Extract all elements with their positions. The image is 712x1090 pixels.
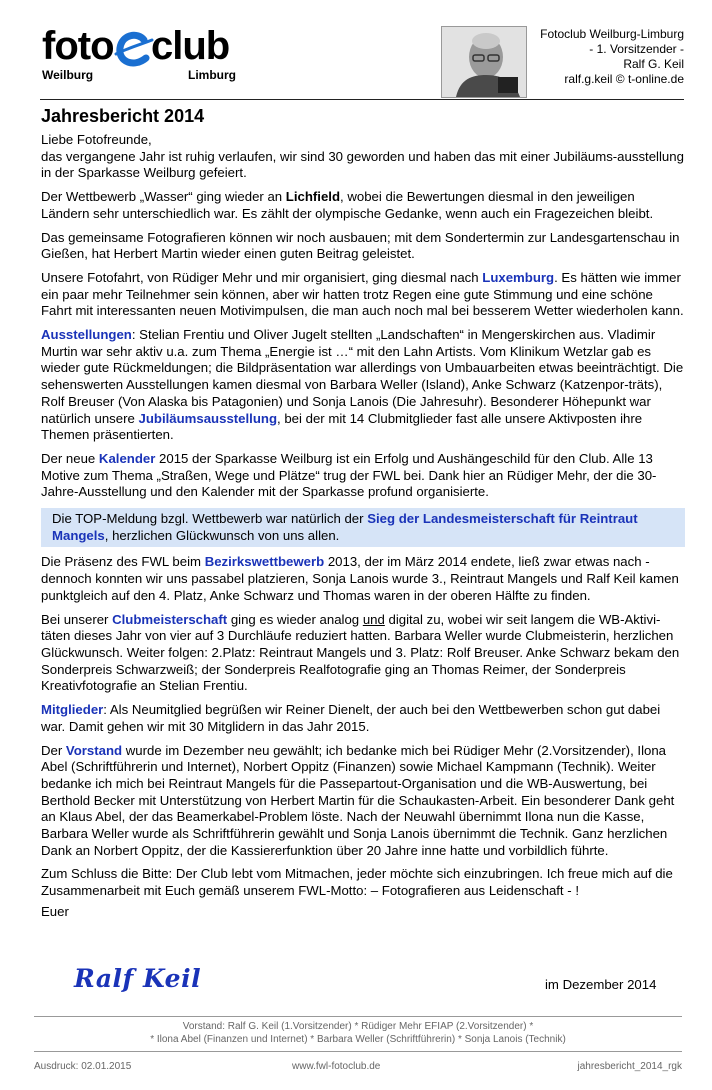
highlight-vorstand: Vorstand	[65, 742, 123, 758]
footer-divider-bottom	[34, 1051, 682, 1052]
website-link[interactable]: www.fwl-fotoclub.de	[292, 1061, 381, 1072]
fotoclub-logo	[40, 26, 240, 86]
paragraph-schluss: Zum Schluss die Bitte: Der Club lebt vom Mitmachen, jeder möchte sich einzubringen. Ich freue mich auf die Zusammenarbeit mit Euch gemäß unserem FWL-Motto: – Fotografieren aus Leidenschaft - !	[41, 866, 673, 899]
print-date: Ausdruck: 02.01.2015	[34, 1061, 132, 1072]
paragraph-clubmeisterschaft: Bei unserer Clubmeisterschaft ging es wieder analog und digital zu, wobei wir seit langem die WB-Aktivi-täten dieses Jahr von vier auf 3 Durchläufe reduziert hatten. Barbara Weller wurde Clubmeisterin, herzlichen Glückwunsch. Weiter folgen: 2.Platz: Reintraut Mangels und 3. Platz: Rolf Breuser. Anke Schwarz bekam den Sonderpreis Schwarzweiß; der Sonderpreis Realfotografie ging an Thomas Reimer, der Sonderpreis Kreativfotografie an Stelian Frentiu.	[41, 611, 680, 694]
underlined-und: und	[362, 611, 385, 627]
header-contact	[540, 27, 684, 87]
paragraph-bezirkswettbewerb: Die Präsenz des FWL beim Bezirkswettbewerb 2013, der im März 2014 endete, ließ zwar etwas nach - dennoch konnten wir uns passabel platzieren, Sonja Lanois wurde 3., Reintraut Mangels und Ralf Keil kamen punktgleich auf den 4. Platz, Anke Schwarz und Thomas waren in der oberen Hälfte zu finden.	[41, 554, 679, 603]
org-name: Fotoclub Weilburg-Limburg	[540, 27, 684, 41]
highlight-clubmeisterschaft: Clubmeisterschaft	[112, 611, 228, 627]
paragraph-intro: das vergangene Jahr ist ruhig verlaufen, wir sind 30 geworden und haben das mit einer Jubiläums-ausstellung in der Sparkasse Weilburg gefeiert.	[41, 148, 684, 181]
footer-divider	[34, 1016, 682, 1017]
portrait-image	[442, 27, 526, 97]
report-body	[41, 132, 685, 921]
highlight-jubilaeumsausstellung: Jubiläumsausstellung	[138, 410, 278, 426]
page-title: Jahresbericht 2014	[41, 106, 205, 126]
footer-board	[34, 1020, 682, 1046]
highlight-lichfield: Lichfield	[285, 189, 341, 205]
footer-board-line2: * Ilona Abel (Finanzen und Internet) * Barbara Weller (Schriftführerin) * Sonja Lanois (Technik)	[150, 1034, 566, 1045]
footer-board-line1: Vorstand: Ralf G. Keil (1.Vorsitzender) * Rüdiger Mehr EFIAP (2.Vorsitzender) *	[182, 1021, 534, 1032]
portrait-photo	[441, 26, 527, 98]
highlight-mitglieder: Mitglieder	[41, 702, 104, 718]
contact-email: ralf.g.keil © t-online.de	[564, 72, 684, 86]
role: - 1. Vorsitzender -	[589, 42, 684, 56]
logo-word-club: club	[151, 24, 230, 68]
logo-city-weilburg: Weilburg	[42, 68, 94, 82]
paragraph-fotofahrt: Unsere Fotofahrt, von Rüdiger Mehr und mir organisiert, ging diesmal nach Luxemburg. Es hätten wie immer ein paar mehr Teilnehmer sein können, aber wir hatten trotz Regen eine gute Stimmung und eine schöne Fahrt mit interessanten neuen Motivimpulsen, die man auch noch mal bei besserem Wetter wiederholen kann.	[41, 269, 684, 319]
report-date: im Dezember 2014	[545, 977, 657, 992]
logo-city-limburg: Limburg	[188, 68, 236, 82]
highlight-bezirkswettbewerb: Bezirkswettbewerb	[204, 554, 325, 570]
closing: Euer	[41, 903, 69, 919]
paragraph-fotografieren: Das gemeinsame Fotografieren können wir noch ausbauen; mit dem Sondertermin zur Landesgartenschau in Gießen, hat Herbert Martin wieder einen guten Beitrag geleistet.	[41, 229, 680, 262]
highlight-ausstellungen: Ausstellungen	[41, 327, 132, 343]
paragraph-wettbewerb: Der Wettbewerb „Wasser“ ging wieder an Lichfield, wobei die Bewertungen diesmal in den jeweiligen Ländern sehr unterschiedlich war. Es zählt der olympische Gedanke, wenn auch ein Fragezeichen bleibt.	[41, 189, 654, 221]
paragraph-vorstand: Der Vorstand wurde im Dezember neu gewählt; ich bedanke mich bei Rüdiger Mehr (2.Vorsitzender), Ilona Abel (Schriftführerin und Internet), Norbert Oppitz (Finanzen) sowie Michael Kampmann (Technik). Weiter bedanke ich mich bei Reintraut Mangels für die Passepartout-Organisation und die WB-Auswertung, bei Berthold Becker mit Unterstützung von Herbert Martin für die Schaukasten-Arbeit. Ein besonderer Dank geht an Klaus Abel, der das Beamerkabel-Problem löste. Nach der Neuwahl übernimmt Ilona nun die Kasse, Barbara Weller wurde als Schriftführerin gewählt und Sonja Lanois übernimmt die Technik. Ganz herzlichen Dank an Norbert Oppitz, der die Kassiererfunktion über 20 Jahre inne hatte und vorbildlich führte.	[41, 742, 675, 858]
paragraph-kalender: Der neue Kalender 2015 der Sparkasse Weilburg ist ein Erfolg und Aushängeschild für den Club. Alle 13 Motive zum Thema „Straßen, Wege und Plätze“ trug der FWL bei. Dank hier an Rüdiger Mehr, der die 30-Jahre-Ausstellung und den Kalender mit der Sparkasse profund organisierte.	[41, 450, 657, 500]
contact-name: Ralf G. Keil	[623, 57, 684, 71]
file-name: jahresbericht_2014_rgk	[577, 1061, 682, 1072]
highlight-kalender: Kalender	[98, 450, 156, 466]
header-divider	[40, 99, 684, 100]
highlight-landesmeisterschaft: Sieg der Landesmeisterschaft für Reintraut Mangels	[52, 511, 638, 543]
top-news-box: Die TOP-Meldung bzgl. Wettbewerb war natürlich der Sieg der Landesmeisterschaft für Reintraut Mangels, herzlichen Glückwunsch von uns allen.	[41, 508, 685, 547]
signature: Ralf Keil	[74, 964, 202, 993]
greeting: Liebe Fotofreunde,	[41, 132, 152, 147]
logo-word-foto: foto	[42, 24, 114, 68]
highlight-luxemburg: Luxemburg	[482, 269, 555, 285]
paragraph-ausstellungen: Ausstellungen: Stelian Frentiu und Oliver Jugelt stellten „Landschaften“ in Mengerskirchen aus. Vladimir Murtin war sehr aktiv u.a. zum Thema „Energie ist …“ mit den Lahn Artists. Vom Klinikum Wetzlar gab es wieder gute Rückmeldungen; die Bildpräsentation war allerdings von Umbauarbeiten etwas beeinträchtigt. Die sehenswerten Ausstellungen kamen diesmal von Barbara Weller (Island), Anke Schwarz (Katzenpor-träts), Rolf Breuser (Von Alaska bis Patagonien) und Sonja Lanois (Die Jahresuhr). Besonderer Höhepunkt war natürlich unsere Jubiläumsausstellung, bei der mit 14 Clubmitglieder fast alle unsere Aktivposten ihre Themen präsentierten.	[41, 327, 684, 443]
logo-swoosh-icon	[114, 28, 154, 74]
paragraph-mitglieder: Mitglieder: Als Neumitglied begrüßen wir Reiner Dienelt, der auch bei den Wettbewerben schon gut dabei war. Damit gehen wir mit 30 Mitglidern in das Jahr 2015.	[41, 702, 661, 734]
